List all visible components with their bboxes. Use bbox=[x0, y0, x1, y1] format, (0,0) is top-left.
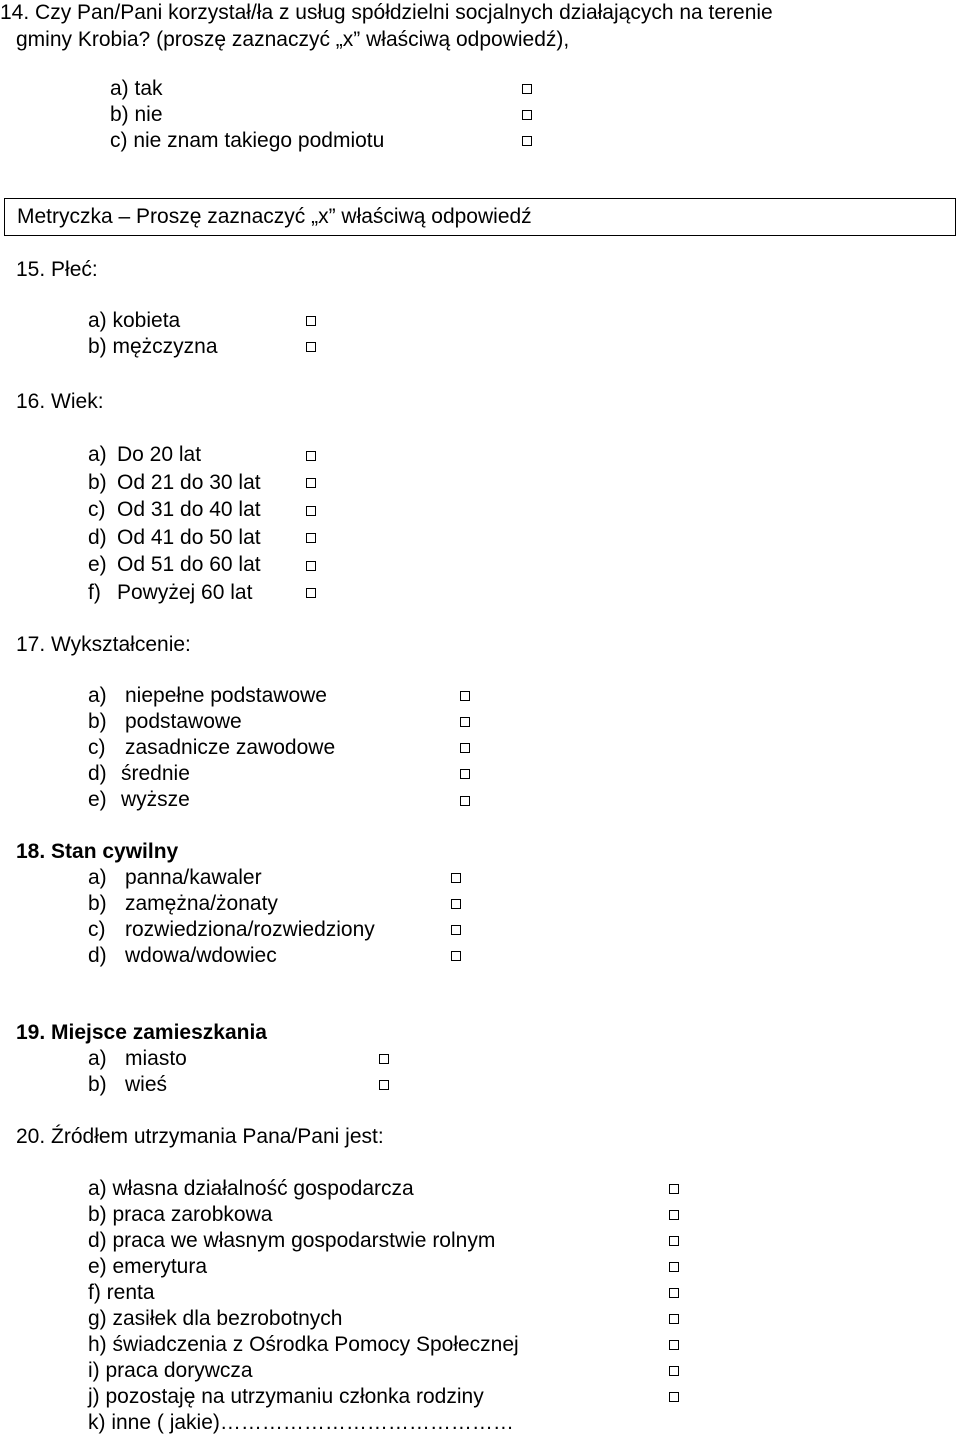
q20-checkbox-a[interactable] bbox=[669, 1184, 679, 1194]
q19-option-a: miasto bbox=[125, 1047, 187, 1070]
q16-option-e: Od 51 do 60 lat bbox=[117, 553, 261, 576]
q16-option-c: Od 31 do 40 lat bbox=[117, 498, 261, 521]
q20-option-g: g) zasiłek dla bezrobotnych bbox=[88, 1307, 343, 1330]
q16-checkbox-f[interactable] bbox=[306, 588, 316, 598]
q14-checkbox-c[interactable] bbox=[522, 136, 532, 146]
q18-option-c: rozwiedziona/rozwiedziony bbox=[125, 918, 375, 941]
metryczka-header bbox=[4, 198, 956, 236]
q17-letter-a: a) bbox=[88, 684, 107, 707]
q14-title-part: gminy Krobia? bbox=[16, 28, 151, 51]
q16-letter-f: f) bbox=[88, 581, 101, 604]
q17-option-c: zasadnicze zawodowe bbox=[125, 736, 336, 759]
q20-checkbox-b[interactable] bbox=[669, 1210, 679, 1220]
q20-checkbox-h[interactable] bbox=[669, 1340, 679, 1350]
q14-checkbox-a[interactable] bbox=[522, 84, 532, 94]
metryczka-label: Metryczka – Proszę zaznaczyć „x” właściwą odpowiedź bbox=[17, 205, 532, 228]
q14-checkbox-b[interactable] bbox=[522, 110, 532, 120]
q14-instruction: (proszę zaznaczyć „x” właściwą odpowiedź), bbox=[156, 28, 570, 51]
q16-letter-c: c) bbox=[88, 498, 106, 521]
q20-checkbox-g[interactable] bbox=[669, 1314, 679, 1324]
q20-option-d: d) praca we własnym gospodarstwie rolnym bbox=[88, 1229, 496, 1252]
q17-title: 17. Wykształcenie: bbox=[16, 633, 191, 656]
q18-letter-d: d) bbox=[88, 944, 107, 967]
q15-checkbox-a[interactable] bbox=[306, 316, 316, 326]
q17-checkbox-d[interactable] bbox=[460, 769, 470, 779]
q17-option-e: wyższe bbox=[121, 788, 190, 811]
q20-option-i: i) praca dorywcza bbox=[88, 1359, 253, 1382]
q16-title: 16. Wiek: bbox=[16, 390, 104, 413]
q15-title: 15. Płeć: bbox=[16, 258, 98, 281]
q16-option-f: Powyżej 60 lat bbox=[117, 581, 253, 604]
q16-checkbox-c[interactable] bbox=[306, 506, 316, 516]
q17-option-d: średnie bbox=[121, 762, 190, 785]
q17-checkbox-b[interactable] bbox=[460, 717, 470, 727]
q18-checkbox-c[interactable] bbox=[451, 925, 461, 935]
q16-checkbox-b[interactable] bbox=[306, 478, 316, 488]
q19-letter-a: a) bbox=[88, 1047, 107, 1070]
q16-letter-b: b) bbox=[88, 471, 107, 494]
q16-checkbox-a[interactable] bbox=[306, 451, 316, 461]
q17-letter-d: d) bbox=[88, 762, 107, 785]
q20-option-b: b) praca zarobkowa bbox=[88, 1203, 273, 1226]
q17-checkbox-c[interactable] bbox=[460, 743, 470, 753]
q15-checkbox-b[interactable] bbox=[306, 342, 316, 352]
q18-option-b: zamężna/żonaty bbox=[125, 892, 278, 915]
q15-option-a: a) kobieta bbox=[88, 309, 181, 332]
q20-title: 20. Źródłem utrzymania Pana/Pani jest: bbox=[16, 1125, 384, 1148]
q16-option-a: Do 20 lat bbox=[117, 443, 202, 466]
q14-option-b: b) nie bbox=[110, 103, 163, 126]
q18-checkbox-d[interactable] bbox=[451, 951, 461, 961]
q17-checkbox-e[interactable] bbox=[460, 796, 470, 806]
q14-option-c: c) nie znam takiego podmiotu bbox=[110, 129, 385, 152]
q20-option-j: j) pozostaję na utrzymaniu członka rodziny bbox=[88, 1385, 484, 1408]
q16-letter-d: d) bbox=[88, 526, 107, 549]
q18-checkbox-a[interactable] bbox=[451, 873, 461, 883]
q16-checkbox-e[interactable] bbox=[306, 561, 316, 571]
q14-title-line2 bbox=[16, 29, 569, 50]
q18-letter-c: c) bbox=[88, 918, 106, 941]
q19-checkbox-a[interactable] bbox=[379, 1054, 389, 1064]
q18-letter-b: b) bbox=[88, 892, 107, 915]
q17-letter-b: b) bbox=[88, 710, 107, 733]
q18-letter-a: a) bbox=[88, 866, 107, 889]
q16-letter-e: e) bbox=[88, 553, 107, 576]
q19-title: 19. Miejsce zamieszkania bbox=[16, 1021, 267, 1044]
q19-checkbox-b[interactable] bbox=[379, 1080, 389, 1090]
q17-letter-c: c) bbox=[88, 736, 106, 759]
q20-option-a: a) własna działalność gospodarcza bbox=[88, 1177, 414, 1200]
q18-option-a: panna/kawaler bbox=[125, 866, 262, 889]
q20-option-f: f) renta bbox=[88, 1281, 155, 1304]
q15-option-b: b) mężczyzna bbox=[88, 335, 218, 358]
q18-checkbox-b[interactable] bbox=[451, 899, 461, 909]
q14-title-line1: 14. Czy Pan/Pani korzystał/ła z usług spółdzielni socjalnych działających na terenie bbox=[0, 1, 773, 24]
q16-checkbox-d[interactable] bbox=[306, 533, 316, 543]
q16-letter-a: a) bbox=[88, 443, 107, 466]
q17-letter-e: e) bbox=[88, 788, 107, 811]
q19-letter-b: b) bbox=[88, 1073, 107, 1096]
q18-option-d: wdowa/wdowiec bbox=[125, 944, 277, 967]
q20-checkbox-j[interactable] bbox=[669, 1392, 679, 1402]
q20-option-h: h) świadczenia z Ośrodka Pomocy Społecznej bbox=[88, 1333, 519, 1356]
q14-option-a: a) tak bbox=[110, 77, 163, 100]
q20-option-k-other[interactable]: k) inne ( jakie)…………………………………… bbox=[88, 1411, 514, 1434]
q20-checkbox-f[interactable] bbox=[669, 1288, 679, 1298]
q19-option-b: wieś bbox=[125, 1073, 168, 1096]
q17-checkbox-a[interactable] bbox=[460, 691, 470, 701]
q20-option-e: e) emerytura bbox=[88, 1255, 208, 1278]
q16-option-d: Od 41 do 50 lat bbox=[117, 526, 261, 549]
q20-checkbox-e[interactable] bbox=[669, 1262, 679, 1272]
q20-checkbox-d[interactable] bbox=[669, 1236, 679, 1246]
q20-checkbox-i[interactable] bbox=[669, 1366, 679, 1376]
q16-option-b: Od 21 do 30 lat bbox=[117, 471, 261, 494]
q18-title: 18. Stan cywilny bbox=[16, 840, 179, 863]
q17-option-b: podstawowe bbox=[125, 710, 242, 733]
q17-option-a: niepełne podstawowe bbox=[125, 684, 327, 707]
